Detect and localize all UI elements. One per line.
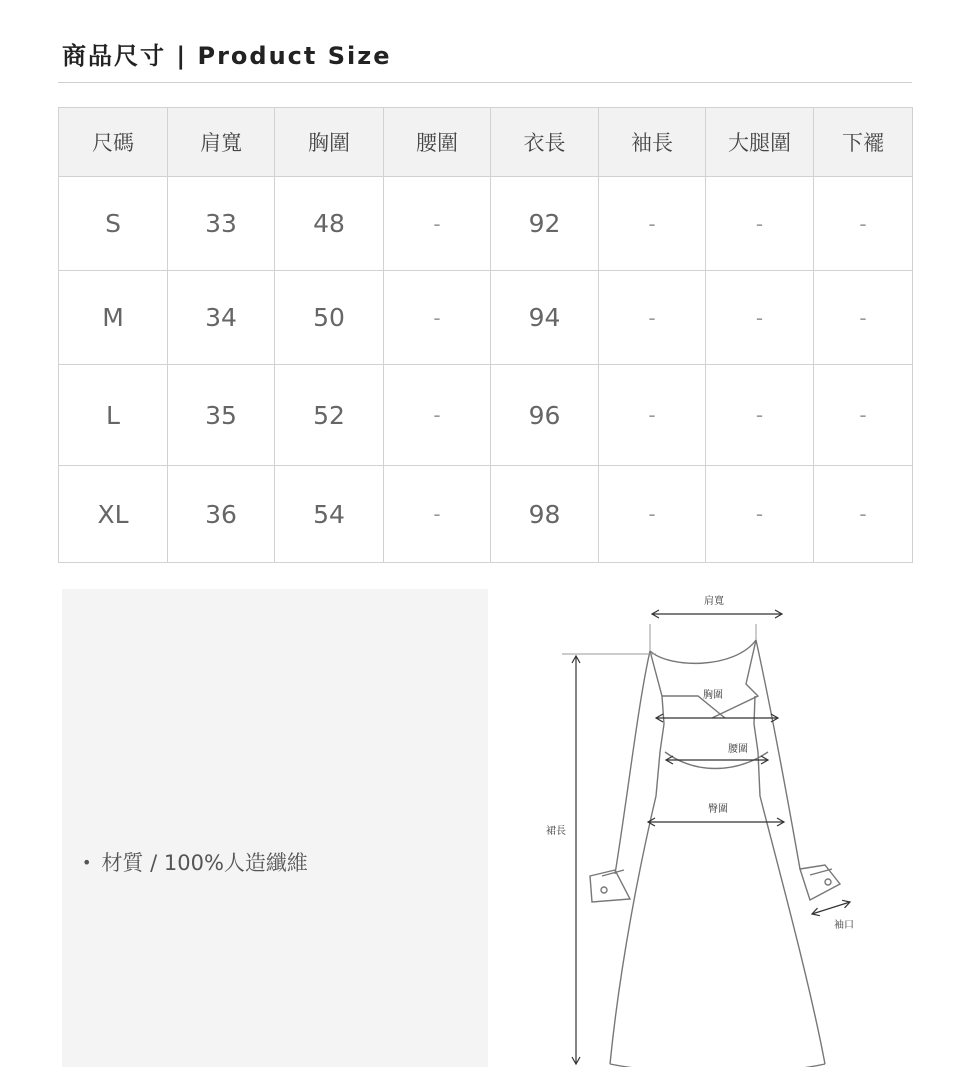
table-cell: 33 bbox=[168, 177, 275, 271]
table-row bbox=[59, 365, 913, 466]
table-cell: 35 bbox=[168, 365, 275, 466]
table-cell: S bbox=[59, 177, 168, 271]
table-cell: - bbox=[384, 466, 491, 563]
size-table bbox=[58, 107, 913, 563]
table-cell: 52 bbox=[275, 365, 384, 466]
label-hip: 臀圍 bbox=[708, 804, 728, 815]
table-cell: 98 bbox=[491, 466, 599, 563]
table-cell: - bbox=[814, 365, 913, 466]
label-chest: 胸圍 bbox=[703, 690, 723, 701]
table-header-row bbox=[59, 108, 913, 177]
table-cell: 34 bbox=[168, 271, 275, 365]
table-cell: - bbox=[706, 365, 814, 466]
table-row bbox=[59, 177, 913, 271]
table-cell: 54 bbox=[275, 466, 384, 563]
dress-measurement-diagram bbox=[520, 584, 940, 1067]
table-cell: - bbox=[814, 466, 913, 563]
table-cell: 50 bbox=[275, 271, 384, 365]
table-cell: - bbox=[706, 271, 814, 365]
guide-lines bbox=[562, 624, 756, 654]
column-header-sleeve: 袖長 bbox=[599, 108, 706, 177]
table-cell: - bbox=[599, 466, 706, 563]
column-header-hem: 下襬 bbox=[814, 108, 913, 177]
table-row bbox=[59, 466, 913, 563]
table-cell: - bbox=[384, 271, 491, 365]
table-cell: - bbox=[599, 177, 706, 271]
column-header-thigh: 大腿圍 bbox=[706, 108, 814, 177]
column-header-size: 尺碼 bbox=[59, 108, 168, 177]
measurement-arrows bbox=[576, 614, 850, 1064]
table-cell: - bbox=[599, 365, 706, 466]
dress-illustration bbox=[520, 584, 940, 1067]
table-cell: - bbox=[814, 177, 913, 271]
label-shoulder: 肩寬 bbox=[704, 596, 724, 607]
label-cuff: 袖口 bbox=[834, 920, 854, 931]
table-cell: XL bbox=[59, 466, 168, 563]
table-cell: - bbox=[706, 466, 814, 563]
column-header-chest: 胸圍 bbox=[275, 108, 384, 177]
dress-outline bbox=[590, 640, 840, 1067]
table-cell: 92 bbox=[491, 177, 599, 271]
table-cell: - bbox=[814, 271, 913, 365]
column-header-length: 衣長 bbox=[491, 108, 599, 177]
table-cell: L bbox=[59, 365, 168, 466]
table-cell: M bbox=[59, 271, 168, 365]
table-row bbox=[59, 271, 913, 365]
title-divider bbox=[58, 82, 912, 83]
table-cell: - bbox=[599, 271, 706, 365]
material-text: 材質 / 100%人造纖維 bbox=[101, 851, 308, 875]
table-cell: - bbox=[384, 177, 491, 271]
table-cell: - bbox=[384, 365, 491, 466]
table-cell: - bbox=[706, 177, 814, 271]
material-line bbox=[82, 847, 308, 877]
table-cell: 94 bbox=[491, 271, 599, 365]
page-title: 商品尺寸 | Product Size bbox=[62, 42, 392, 70]
table-cell: 36 bbox=[168, 466, 275, 563]
bullet-point: • bbox=[82, 853, 92, 872]
label-waist: 腰圍 bbox=[728, 744, 748, 755]
product-info-panel bbox=[62, 589, 488, 1067]
table-cell: 96 bbox=[491, 365, 599, 466]
column-header-shoulder: 肩寬 bbox=[168, 108, 275, 177]
column-header-waist: 腰圍 bbox=[384, 108, 491, 177]
table-cell: 48 bbox=[275, 177, 384, 271]
label-length: 裙長 bbox=[546, 826, 566, 837]
cuff-arrow bbox=[812, 902, 850, 914]
